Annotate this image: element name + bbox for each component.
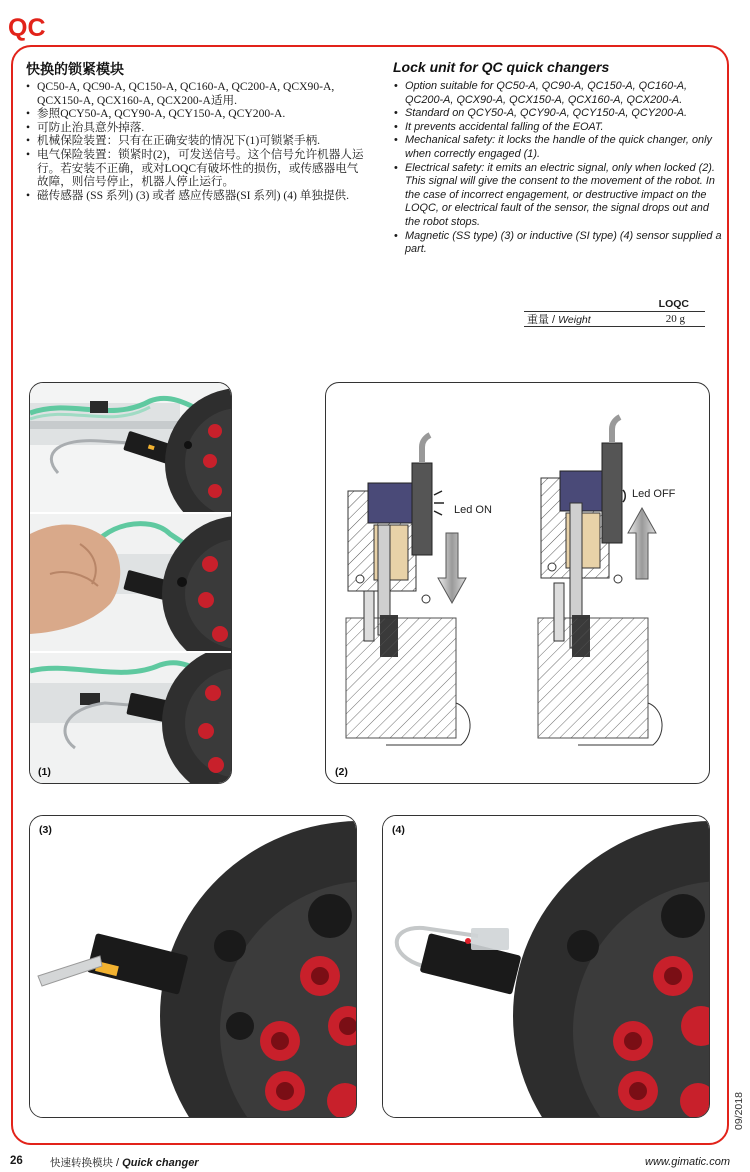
english-bullet-list xyxy=(394,80,724,257)
weight-row-label: 重量 / Weight xyxy=(527,314,591,326)
photo-hand-engaging xyxy=(30,514,232,651)
chinese-bullet: • QC50-A, QC90-A, QC150-A, QC160-A, QC200-A, QCX90-A, QCX150-A, QCX160-A, QCX200-A适用. xyxy=(26,80,366,107)
chinese-bullet: • 电气保险装置：锁紧时(2)，可发送信号。这个信号允许机器人运行。若安装不正确，或对LOQC有破坏性的损伤，或传感器电气故障，则信号停止，机器人停止运行。 xyxy=(26,148,366,189)
page-number: 26 xyxy=(10,1155,23,1167)
english-bullet: • Standard on QCY50-A, QCY90-A, QCY150-A, QCY200-A. xyxy=(394,107,724,121)
weight-row-value: 20 g xyxy=(665,313,685,325)
section-locked xyxy=(346,435,470,745)
figure-2-label: (2) xyxy=(335,766,348,778)
chinese-bullet: • 机械保险装置：只有在正确安装的情况下(1)可锁紧手柄. xyxy=(26,134,366,148)
figure-1-panel xyxy=(29,382,232,784)
photo-sensor-idle xyxy=(30,383,232,512)
photo-inductive-sensor xyxy=(383,816,710,1118)
chinese-bullet-list xyxy=(26,80,366,202)
footer-section-title: 快速转换模块 / Quick changer xyxy=(50,1157,199,1169)
chinese-bullet: • 可防止治具意外掉落. xyxy=(26,121,366,135)
chinese-bullet: • 磁传感器 (SS 系列) (3) 或者 感应传感器(SI 系列) (4) 单独提供. xyxy=(26,189,366,203)
photo-magnetic-sensor xyxy=(30,816,357,1118)
english-bullet: • It prevents accidental falling of the EOAT. xyxy=(394,121,724,135)
figure-4-panel xyxy=(382,815,710,1118)
section-code: QC xyxy=(8,14,46,42)
english-bullet: • Electrical safety: it emits an electric signal, only when locked (2). This signal will give the consent to the movement of the robot. In the case of incorrect engagement, or destructive impact on the LOQC, or electrical fault of the sensor, the signal drops out and the robot stops. xyxy=(394,162,724,230)
english-title: Lock unit for QC quick changers xyxy=(393,59,610,75)
weight-table-header: LOQC xyxy=(524,297,705,312)
chinese-title: 快换的锁紧模块 xyxy=(26,62,124,78)
figure-4-label: (4) xyxy=(392,824,405,836)
photo-locked xyxy=(30,653,232,784)
section-released xyxy=(538,417,662,745)
edition-date: 09/2018 xyxy=(733,1092,745,1130)
chinese-bullet: • 参照QCY50-A, QCY90-A, QCY150-A, QCY200-A. xyxy=(26,107,366,121)
led-off-label: Led OFF xyxy=(632,488,676,500)
english-bullet: • Option suitable for QC50-A, QC90-A, QC150-A, QC160-A, QC200-A, QCX90-A, QCX150-A, QCX160-A, QCX200-A. xyxy=(394,80,724,107)
footer-website-link[interactable]: www.gimatic.com xyxy=(645,1156,730,1168)
figure-3-panel xyxy=(29,815,357,1118)
english-bullet: • Magnetic (SS type) (3) or inductive (SI type) (4) sensor supplied a part. xyxy=(394,230,724,257)
english-bullet: • Mechanical safety: it locks the handle of the quick changer, only when correctly engaged (1). xyxy=(394,134,724,161)
lock-cross-section-diagram xyxy=(326,383,710,784)
led-on-label: Led ON xyxy=(454,504,492,516)
figure-3-label: (3) xyxy=(39,824,52,836)
figure-1-label: (1) xyxy=(38,766,51,778)
weight-table-row xyxy=(524,312,705,327)
weight-table xyxy=(524,297,705,327)
figure-2-panel xyxy=(325,382,710,784)
